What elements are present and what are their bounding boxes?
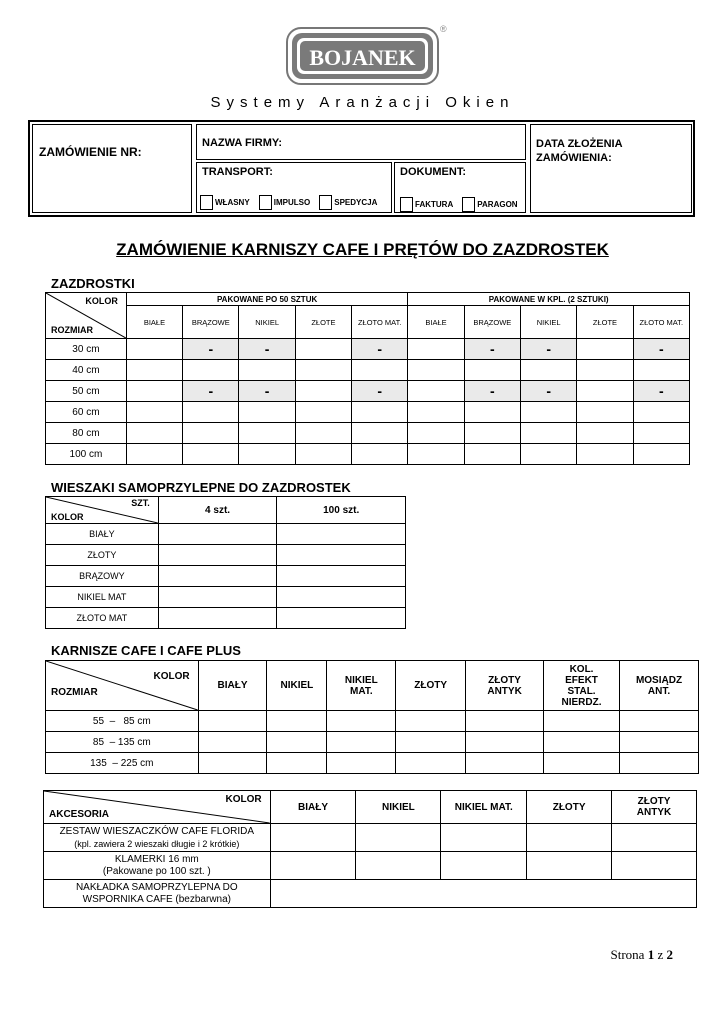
input-cell[interactable] (277, 587, 406, 608)
input-cell[interactable] (295, 339, 351, 360)
input-cell[interactable] (327, 732, 396, 753)
row-label: 60 cm (46, 402, 127, 423)
input-cell[interactable] (352, 360, 408, 381)
col-header: 100 szt. (277, 497, 406, 524)
input-cell[interactable] (267, 753, 327, 774)
row-label (44, 824, 271, 852)
page-current: 1 (647, 947, 655, 962)
row-label: NIKIEL MAT (46, 587, 159, 608)
karnisze-corner (46, 661, 199, 711)
input-cell[interactable] (612, 824, 697, 852)
input-cell[interactable] (620, 711, 699, 732)
input-cell[interactable] (633, 423, 689, 444)
table-row (46, 566, 406, 587)
input-cell[interactable] (277, 524, 406, 545)
input-cell[interactable] (183, 402, 239, 423)
row-label: 55 – 85 cm (46, 711, 199, 732)
row-label-line2: (kpl. zawiera 2 wieszaki długie i 2 krótkie) (74, 838, 240, 849)
input-cell[interactable] (356, 852, 441, 880)
row-label: 50 cm (46, 381, 127, 402)
input-cell[interactable] (408, 402, 464, 423)
input-cell[interactable] (158, 608, 277, 629)
input-cell[interactable] (464, 423, 520, 444)
input-cell[interactable] (183, 360, 239, 381)
input-cell[interactable] (544, 732, 620, 753)
input-cell[interactable] (408, 360, 464, 381)
input-cell[interactable] (612, 852, 697, 880)
section-title-zazdrostki: ZAZDROSTKI (51, 276, 135, 291)
input-cell[interactable] (408, 339, 464, 360)
col-header: ZŁOTY (527, 791, 612, 824)
input-cell[interactable] (633, 360, 689, 381)
corner-rozmiar: ROZMIAR (51, 325, 93, 335)
input-cell[interactable] (270, 824, 356, 852)
table-row (46, 423, 690, 444)
row-label: ZŁOTO MAT (46, 608, 159, 629)
option-impulso: IMPULSO (273, 198, 311, 207)
input-cell[interactable] (521, 444, 577, 465)
input-cell[interactable] (158, 524, 277, 545)
input-cell[interactable] (295, 402, 351, 423)
input-cell[interactable] (408, 444, 464, 465)
row-label: 100 cm (46, 444, 127, 465)
option-wlasny: WŁASNY (215, 198, 250, 207)
input-cell[interactable] (544, 753, 620, 774)
company-name-label: NAZWA FIRMY: (202, 137, 283, 149)
table-row (44, 880, 697, 908)
checkbox-paragon[interactable] (462, 197, 475, 212)
order-date-cell[interactable] (530, 124, 692, 213)
page-prefix: Strona (610, 947, 645, 962)
bojanek-logo (286, 27, 439, 85)
row-label: 80 cm (46, 423, 127, 444)
row-label: ZŁOTY (46, 545, 159, 566)
col-header: BIAŁY (270, 791, 356, 824)
col-header: BIAŁE (126, 306, 182, 339)
input-cell[interactable] (466, 732, 544, 753)
unavailable-cell: - (633, 339, 689, 360)
unavailable-cell: - (633, 381, 689, 402)
table-row (46, 587, 406, 608)
input-cell[interactable] (198, 753, 267, 774)
input-cell[interactable] (577, 339, 633, 360)
input-cell[interactable] (527, 852, 612, 880)
input-cell[interactable] (396, 753, 466, 774)
unavailable-cell: - (352, 381, 408, 402)
input-cell[interactable] (577, 423, 633, 444)
unavailable-cell: - (521, 381, 577, 402)
input-cell[interactable] (183, 444, 239, 465)
table-row (44, 824, 697, 852)
col-header: NIKIEL MAT. (327, 661, 396, 711)
input-cell[interactable] (352, 423, 408, 444)
table-row (46, 524, 406, 545)
input-cell[interactable] (239, 423, 295, 444)
table-row (46, 381, 690, 402)
input-cell[interactable] (466, 753, 544, 774)
input-cell[interactable] (577, 360, 633, 381)
col-header: NIKIEL MAT. (441, 791, 527, 824)
page-number (611, 947, 673, 963)
input-cell[interactable] (158, 566, 277, 587)
col-header: ZŁOTE (577, 306, 633, 339)
input-cell[interactable] (158, 587, 277, 608)
input-cell[interactable] (158, 545, 277, 566)
akcesoria-corner (44, 791, 271, 824)
table-row (46, 608, 406, 629)
unavailable-cell: - (464, 339, 520, 360)
input-cell[interactable] (464, 360, 520, 381)
input-cell[interactable] (239, 360, 295, 381)
col-header: BIAŁE (408, 306, 464, 339)
input-cell[interactable] (295, 381, 351, 402)
tagline: Systemy Aranżacji Okien (210, 94, 515, 111)
corner-kolor: KOLOR (225, 794, 262, 805)
input-cell[interactable] (198, 711, 267, 732)
group-header-kpl: PAKOWANE W KPL. (2 SZTUKI) (408, 293, 690, 306)
order-number-label: ZAMÓWIENIE NR: (39, 145, 142, 159)
input-cell[interactable] (527, 824, 612, 852)
input-cell[interactable] (327, 753, 396, 774)
section-title-wieszaki: WIESZAKI SAMOPRZYLEPNE DO ZAZDROSTEK (51, 480, 351, 495)
wieszaki-table (45, 496, 406, 629)
main-title: ZAMÓWIENIE KARNISZY CAFE I PRĘTÓW DO ZAZDROSTEK (116, 240, 609, 259)
checkbox-impulso[interactable] (259, 195, 272, 210)
input-cell[interactable] (464, 444, 520, 465)
input-cell[interactable] (277, 608, 406, 629)
group-header-50: PAKOWANE PO 50 SZTUK (126, 293, 408, 306)
input-cell[interactable] (544, 711, 620, 732)
input-cell[interactable] (408, 423, 464, 444)
input-cell[interactable] (441, 824, 527, 852)
document-cell (394, 162, 526, 213)
col-header: MOSIĄDZ ANT. (620, 661, 699, 711)
unavailable-cell: - (239, 381, 295, 402)
company-name-cell[interactable] (196, 124, 526, 160)
row-label (44, 852, 271, 880)
input-cell[interactable] (521, 402, 577, 423)
input-cell[interactable] (352, 444, 408, 465)
col-header: BRĄZOWE (464, 306, 520, 339)
checkbox-spedycja[interactable] (319, 195, 332, 210)
input-cell[interactable] (466, 711, 544, 732)
col-header: BRĄZOWE (183, 306, 239, 339)
unavailable-cell: - (183, 339, 239, 360)
input-cell[interactable] (521, 360, 577, 381)
input-cell[interactable] (352, 402, 408, 423)
input-cell[interactable] (126, 381, 182, 402)
col-header: NIKIEL (521, 306, 577, 339)
input-cell[interactable] (270, 852, 356, 880)
col-header: ZŁOTO MAT. (352, 306, 408, 339)
input-cell[interactable] (577, 444, 633, 465)
row-label: 135 – 225 cm (46, 753, 199, 774)
corner-szt: SZT. (131, 498, 150, 508)
corner-rozmiar: ROZMIAR (51, 687, 98, 698)
transport-label: TRANSPORT: (202, 166, 273, 178)
page-total: 2 (666, 947, 673, 962)
input-cell[interactable] (633, 402, 689, 423)
document-label: DOKUMENT: (400, 166, 466, 178)
row-label: 85 – 135 cm (46, 732, 199, 753)
option-paragon: PARAGON (477, 200, 518, 209)
table-row (46, 732, 699, 753)
option-faktura: FAKTURA (415, 200, 454, 209)
row-label-line1: ZESTAW WIESZACZKÓW CAFE FLORIDA (59, 825, 255, 837)
input-cell[interactable] (441, 852, 527, 880)
transport-cell (196, 162, 392, 213)
input-cell[interactable] (396, 711, 466, 732)
input-cell[interactable] (295, 360, 351, 381)
col-header: ZŁOTY ANTYK (466, 661, 544, 711)
svg-text:BOJANEK: BOJANEK (309, 45, 416, 70)
input-cell[interactable] (356, 824, 441, 852)
zazdrostki-table (45, 292, 690, 465)
input-cell[interactable] (267, 732, 327, 753)
input-cell[interactable] (295, 423, 351, 444)
table-row (46, 545, 406, 566)
table-row (46, 402, 690, 423)
row-label: 30 cm (46, 339, 127, 360)
option-spedycja: SPEDYCJA (334, 198, 378, 207)
input-cell[interactable] (198, 732, 267, 753)
order-number-cell[interactable] (32, 124, 192, 213)
col-header: BIAŁY (198, 661, 267, 711)
input-cell[interactable] (633, 444, 689, 465)
unavailable-cell: - (352, 339, 408, 360)
akcesoria-table (43, 790, 697, 908)
row-label-line1: NAKŁADKA SAMOPRZYLEPNA DO (75, 881, 238, 893)
input-cell[interactable] (295, 444, 351, 465)
col-header: KOL. EFEKT STAL. NIERDZ. (544, 661, 620, 711)
col-header: NIKIEL (239, 306, 295, 339)
input-cell[interactable] (126, 444, 182, 465)
corner-kolor: KOLOR (51, 512, 84, 522)
unavailable-cell: - (464, 381, 520, 402)
input-cell[interactable] (183, 423, 239, 444)
input-cell[interactable] (577, 402, 633, 423)
col-header: ZŁOTO MAT. (633, 306, 689, 339)
table-row (46, 711, 699, 732)
col-header: ZŁOTE (295, 306, 351, 339)
input-cell[interactable] (577, 381, 633, 402)
input-cell[interactable] (239, 444, 295, 465)
unavailable-cell: - (183, 381, 239, 402)
wieszaki-corner (46, 497, 159, 524)
col-header: 4 szt. (158, 497, 277, 524)
input-cell[interactable] (277, 566, 406, 587)
col-header: NIKIEL (356, 791, 441, 824)
input-cell[interactable] (126, 402, 182, 423)
table-row (46, 444, 690, 465)
col-header: ZŁOTY (396, 661, 466, 711)
input-cell[interactable] (620, 732, 699, 753)
input-cell[interactable] (408, 381, 464, 402)
table-row (46, 753, 699, 774)
row-label-line1: KLAMERKI 16 mm (114, 853, 199, 865)
order-header-box (28, 120, 695, 217)
corner-kolor: KOLOR (153, 671, 190, 682)
row-label: 40 cm (46, 360, 127, 381)
table-row (46, 339, 690, 360)
input-cell[interactable] (327, 711, 396, 732)
registered-mark: ® (440, 24, 447, 34)
row-label-line2: (Pakowane po 100 szt. ) (102, 865, 211, 877)
input-cell[interactable] (521, 423, 577, 444)
order-date-label: DATA ZŁOŻENIA ZAMÓWIENIA: (536, 138, 623, 164)
row-label: BIAŁY (46, 524, 159, 545)
row-label: BRĄZOWY (46, 566, 159, 587)
input-cell[interactable] (239, 402, 295, 423)
col-header: ZŁOTY ANTYK (612, 791, 697, 824)
unavailable-cell: - (521, 339, 577, 360)
corner-akcesoria: AKCESORIA (49, 809, 110, 820)
input-cell[interactable] (267, 711, 327, 732)
row-label (44, 880, 271, 908)
karnisze-table (45, 660, 699, 774)
checkbox-wlasny[interactable] (200, 195, 213, 210)
section-title-karnisze: KARNISZE CAFE I CAFE PLUS (51, 643, 241, 658)
zazdrostki-corner (46, 293, 127, 339)
table-row (46, 360, 690, 381)
input-cell[interactable] (270, 880, 696, 908)
input-cell[interactable] (464, 402, 520, 423)
checkbox-faktura[interactable] (400, 197, 413, 212)
table-row (44, 852, 697, 880)
input-cell[interactable] (620, 753, 699, 774)
input-cell[interactable] (126, 423, 182, 444)
input-cell[interactable] (126, 339, 182, 360)
page-sep: z (657, 947, 664, 962)
input-cell[interactable] (126, 360, 182, 381)
unavailable-cell: - (239, 339, 295, 360)
col-header: NIKIEL (267, 661, 327, 711)
input-cell[interactable] (396, 732, 466, 753)
corner-kolor: KOLOR (85, 296, 118, 306)
row-label-line2: WSPORNIKA CAFE (bezbarwna) (82, 893, 231, 905)
input-cell[interactable] (277, 545, 406, 566)
